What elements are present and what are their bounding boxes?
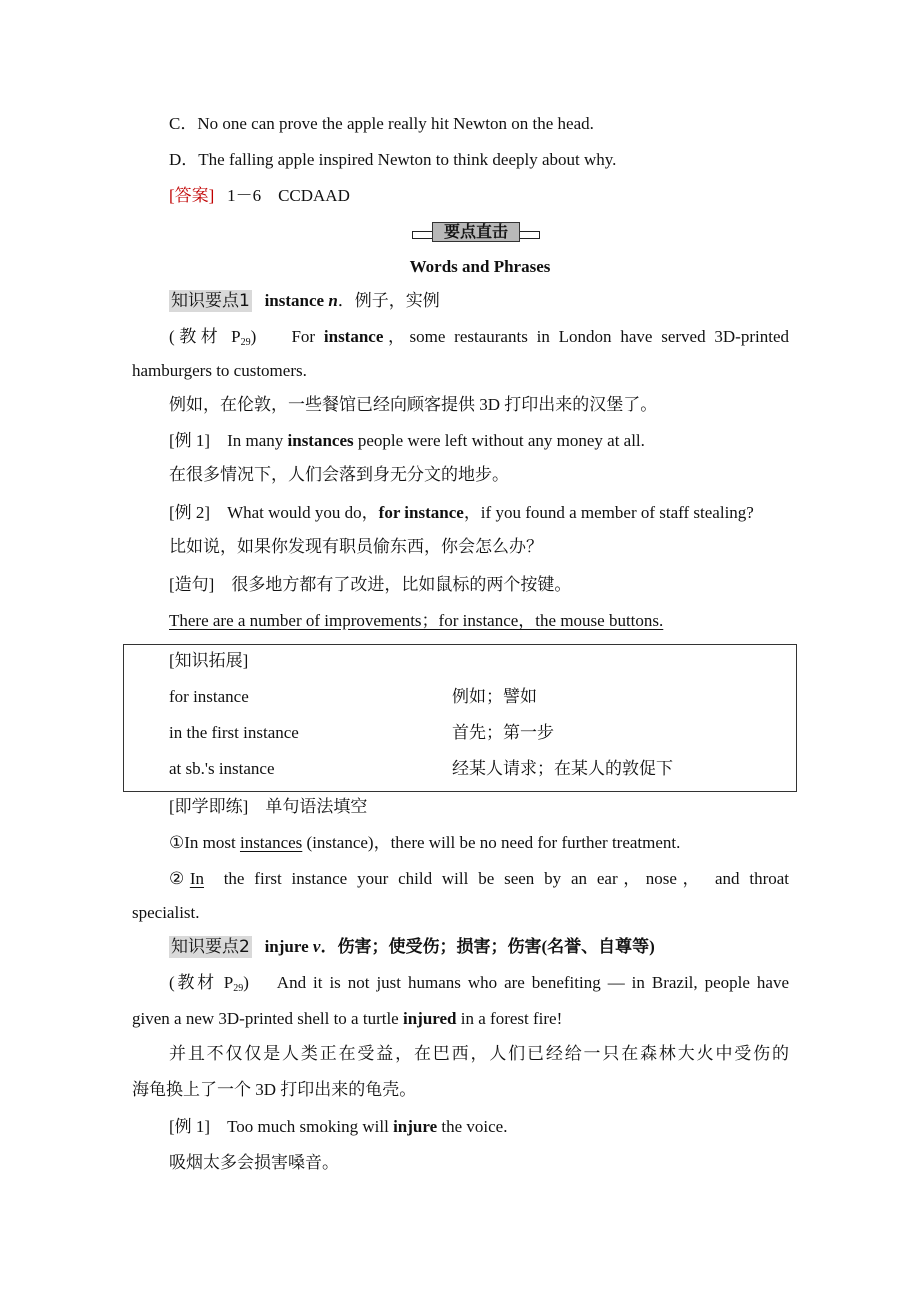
q1-pre: ①In most xyxy=(169,833,240,852)
practice-question2-cont: specialist. xyxy=(132,903,200,922)
expand-cn-2: 首先；第一步 xyxy=(452,723,554,742)
example-bold: injure xyxy=(393,1117,438,1136)
point2-tag: 知识要点2 xyxy=(171,937,250,957)
point1-make-en: There are a number of improvements；for instance，the mouse buttons. xyxy=(169,611,664,630)
source-pre: given a new 3D-printed shell to a turtle xyxy=(132,1009,403,1028)
expand-label: [知识拓展] xyxy=(169,651,249,670)
source-text: And it is not just humans who are benefiting — in Brazil, people have xyxy=(276,973,789,992)
option-c: C．No one can prove the apple really hit Newton on the head. xyxy=(169,114,594,133)
answer-line xyxy=(169,185,350,207)
source-close: ) xyxy=(243,973,249,992)
source-bold: injured xyxy=(402,1009,457,1028)
answer-label: [答案] xyxy=(169,186,215,205)
example-label: [例 2] xyxy=(169,503,211,522)
point1-heading xyxy=(169,290,440,312)
banner-left-bar xyxy=(412,231,434,239)
point2-source-cn1: 并且不仅仅是人类正在受益，在巴西，人们已经给一只在森林大火中受伤的 xyxy=(169,1044,789,1063)
example-bold: for instance xyxy=(378,503,464,522)
source-page: 29 xyxy=(240,337,251,348)
source-pre: For xyxy=(291,327,324,346)
q2-num: ② xyxy=(169,869,190,888)
q1-post: (instance)，there will be no need for further treatment. xyxy=(302,833,681,852)
point1-source-line2: hamburgers to customers. xyxy=(132,361,307,380)
q2-answer: In xyxy=(189,869,205,888)
example-post: people were left without any money at all. xyxy=(353,431,645,450)
point2-source-line2 xyxy=(132,1008,562,1030)
make-label: [造句] xyxy=(169,575,215,594)
q2-post: the first instance your child will be seen by an ear，nose， and throat xyxy=(213,869,790,888)
example-label: [例 1] xyxy=(169,1117,211,1136)
point2-meaning: ．伤害；使受伤；损害；伤害(名誉、自尊等) xyxy=(320,937,655,956)
source-post: ，some restaurants in London have served 3D-printed xyxy=(383,327,789,346)
practice-heading xyxy=(169,796,367,818)
point2-example1-cn: 吸烟太多会损害嗓音。 xyxy=(169,1153,339,1172)
practice-question2 xyxy=(169,868,789,890)
example-pre: In many xyxy=(227,431,288,450)
practice-label: [即学即练] xyxy=(169,797,249,816)
point1-make-sentence xyxy=(169,574,571,596)
expand-cn-1: 例如；譬如 xyxy=(452,687,537,706)
option-d: D．The falling apple inspired Newton to think deeply about why. xyxy=(169,150,617,169)
answer-text: 1－6 CCDAAD xyxy=(227,186,350,205)
practice-question1 xyxy=(169,832,680,854)
point1-source-cn: 例如，在伦敦，一些餐馆已经向顾客提供 3D 打印出来的汉堡了。 xyxy=(169,395,658,414)
point1-example1 xyxy=(169,430,645,452)
example-pre: What would you do， xyxy=(227,503,379,522)
source-page: 29 xyxy=(233,983,244,994)
banner-title: 要点直击 xyxy=(432,222,520,242)
expand-en-1: for instance xyxy=(169,687,249,706)
expand-cn-3: 经某人请求；在某人的敦促下 xyxy=(452,759,673,778)
point2-heading xyxy=(169,936,655,958)
q1-answer: instances xyxy=(239,833,303,852)
point2-source-cn2: 海龟换上了一个 3D 打印出来的龟壳。 xyxy=(132,1080,417,1099)
point1-source-line1 xyxy=(169,326,789,354)
point1-example2 xyxy=(169,502,754,524)
make-cn: 很多地方都有了改进，比如鼠标的两个按键。 xyxy=(231,575,572,594)
point1-word: instance xyxy=(264,291,325,310)
source-close: ) xyxy=(250,327,257,346)
example-post: ，if you found a member of staff stealing? xyxy=(463,503,754,522)
point2-example1 xyxy=(169,1116,507,1138)
expand-en-3: at sb.'s instance xyxy=(169,759,275,778)
point2-source-line1 xyxy=(169,972,789,1000)
source-label: (教材 P xyxy=(169,973,234,992)
point2-word: injure xyxy=(264,937,309,956)
banner-right-bar xyxy=(518,231,540,239)
section-title: Words and Phrases xyxy=(409,257,551,276)
key-points-banner xyxy=(412,220,540,244)
source-bold: instance xyxy=(323,327,384,346)
source-label: (教材 P xyxy=(169,327,241,346)
point1-example2-cn: 比如说，如果你发现有职员偷东西，你会怎么办？ xyxy=(169,537,543,556)
point1-tag: 知识要点1 xyxy=(171,291,250,311)
point1-example1-cn: 在很多情况下，人们会落到身无分文的地步。 xyxy=(169,465,509,484)
expand-en-2: in the first instance xyxy=(169,723,299,742)
practice-title: 单句语法填空 xyxy=(265,797,368,816)
source-post: in a forest fire! xyxy=(456,1009,563,1028)
example-pre: Too much smoking will xyxy=(227,1117,394,1136)
example-post: the voice. xyxy=(437,1117,508,1136)
point1-meaning: ．例子，实例 xyxy=(337,291,440,310)
point1-pos: n xyxy=(328,291,338,310)
point2-pos: v xyxy=(312,937,321,956)
example-label: [例 1] xyxy=(169,431,211,450)
example-bold: instances xyxy=(287,431,354,450)
